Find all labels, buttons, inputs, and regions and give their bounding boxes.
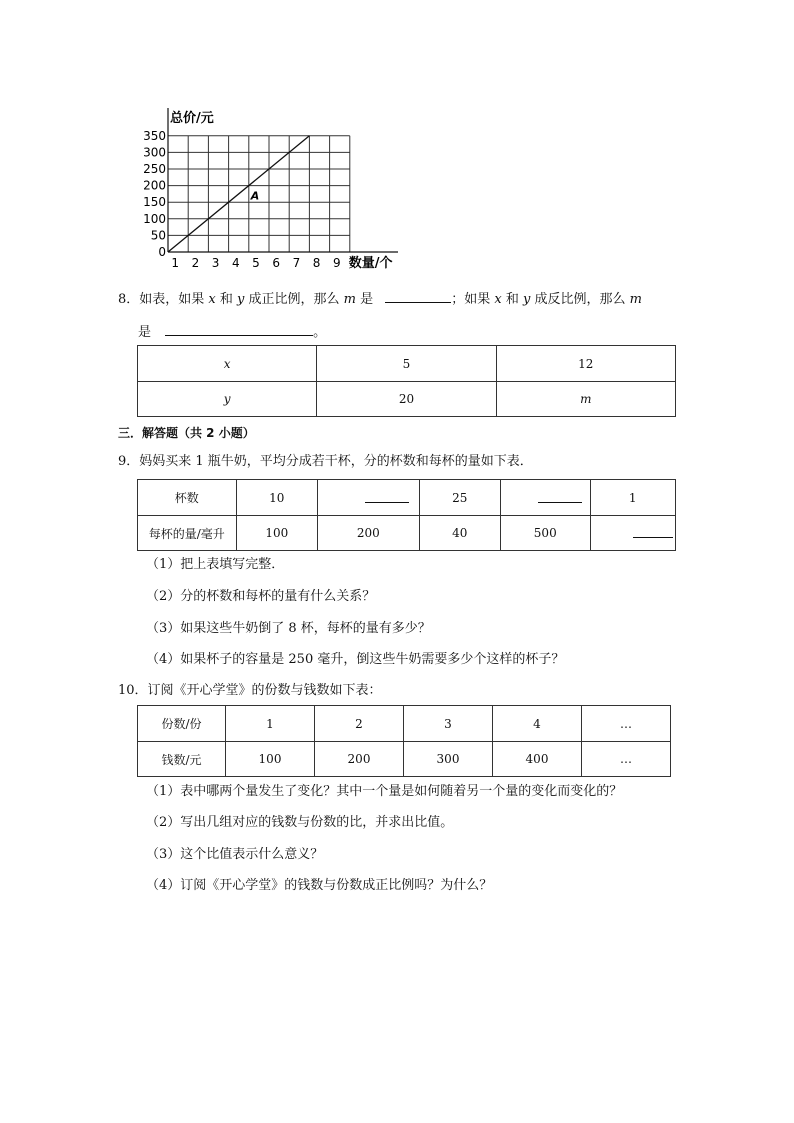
table-cell: 500	[501, 516, 590, 551]
y-tick-label: 250	[143, 162, 166, 176]
var-y: y	[523, 292, 531, 307]
table-cell: 40	[419, 516, 500, 551]
table-cell: 4	[493, 706, 582, 742]
q9-sub-3: （3）如果这些牛奶倒了 8 杯，每杯的量有多少？	[146, 621, 431, 636]
table-cell: 份数/份	[138, 706, 226, 742]
table-cell: 12	[496, 346, 675, 382]
q8-text: 是	[138, 325, 152, 340]
q8-table	[137, 345, 676, 417]
q10-stem: 10．订阅《开心学堂》的份数与钱数如下表：	[118, 683, 382, 698]
table-row	[138, 742, 671, 777]
q8-text: 是	[355, 292, 374, 307]
table-row	[138, 480, 676, 516]
table-cell: m	[496, 382, 675, 417]
y-tick-label: 350	[143, 128, 166, 143]
table-cell: y	[138, 382, 317, 417]
x-tick-label: 3	[211, 256, 220, 270]
table-cell: 3	[404, 706, 493, 742]
y-axis-label: 总价/元	[170, 111, 214, 126]
answer-blank[interactable]	[365, 490, 409, 503]
table-cell: x	[138, 346, 317, 382]
q8-text: ；如果	[451, 292, 495, 307]
x-tick-label: 1	[171, 256, 180, 270]
table-cell: 每杯的量/毫升	[138, 516, 237, 551]
q8-text: 和	[501, 292, 523, 307]
var-m: m	[343, 292, 356, 307]
table-cell: 10	[236, 480, 317, 516]
table-cell[interactable]	[318, 480, 420, 516]
table-cell[interactable]	[501, 480, 590, 516]
y-tick-label: 150	[143, 195, 166, 210]
table-cell: 200	[315, 742, 404, 777]
answer-blank[interactable]	[385, 288, 451, 303]
q8-text: 成正比例，那么	[244, 292, 344, 307]
table-cell: …	[582, 742, 671, 777]
x-tick-label: 5	[252, 256, 260, 270]
var-m: m	[629, 292, 642, 307]
q8-text: 和	[215, 292, 238, 307]
q8-line1	[118, 288, 642, 310]
q9-table	[137, 479, 676, 551]
q10-sub-2: （2）写出几组对应的钱数与份数的比，并求出比值。	[146, 815, 454, 830]
y-tick-label: 300	[143, 145, 166, 160]
y-tick-label: 200	[143, 178, 166, 193]
x-tick-label: 9	[332, 256, 341, 270]
q9-sub-2: （2）分的杯数和每杯的量有什么关系？	[146, 589, 376, 604]
y-tick-label: 50	[150, 228, 166, 243]
table-cell: 400	[493, 742, 582, 777]
q8-text: 成反比例，那么	[530, 292, 630, 307]
table-cell: 200	[318, 516, 420, 551]
table-cell: 1	[590, 480, 676, 516]
series-line	[168, 136, 309, 252]
section-heading: 三．解答题（共 2 小题）	[118, 426, 255, 440]
table-cell: 5	[317, 346, 496, 382]
table-cell: 25	[419, 480, 500, 516]
table-row	[138, 382, 676, 417]
table-cell: …	[582, 706, 671, 742]
table-cell: 20	[317, 382, 496, 417]
q8-line2	[138, 321, 326, 343]
table-row	[138, 516, 676, 551]
var-y: y	[237, 292, 245, 307]
answer-blank[interactable]	[165, 321, 313, 336]
q9-sub-1: （1）把上表填写完整．	[146, 557, 285, 572]
answer-blank[interactable]	[633, 525, 673, 538]
table-cell: 杯数	[138, 480, 237, 516]
q8-text: 8．如表，如果	[118, 292, 209, 307]
table-cell: 钱数/元	[138, 742, 226, 777]
x-tick-label: 2	[191, 256, 200, 270]
q10-table	[137, 705, 671, 777]
table-cell: 1	[226, 706, 315, 742]
table-row	[138, 346, 676, 382]
y-tick-label: 0	[158, 245, 166, 259]
table-cell[interactable]	[590, 516, 676, 551]
table-cell: 2	[315, 706, 404, 742]
var-x: x	[494, 292, 502, 307]
q8-text: 。	[313, 325, 327, 340]
q9-stem: 9．妈妈买来 1 瓶牛奶，平均分成若干杯，分的杯数和每杯的量如下表．	[118, 454, 533, 469]
point-label: A	[250, 189, 260, 203]
table-row	[138, 706, 671, 742]
x-tick-label: 6	[272, 256, 281, 270]
x-tick-label: 4	[231, 256, 240, 270]
y-tick-label: 100	[143, 211, 166, 226]
q10-sub-1: （1）表中哪两个量发生了变化？其中一个量是如何随着另一个量的变化而变化的？	[146, 784, 623, 799]
price-quantity-chart	[130, 100, 430, 275]
table-cell: 300	[404, 742, 493, 777]
q10-sub-3: （3）这个比值表示什么意义？	[146, 847, 324, 862]
var-x: x	[208, 292, 216, 307]
table-cell: 100	[236, 516, 317, 551]
table-cell: 100	[226, 742, 315, 777]
answer-blank[interactable]	[538, 490, 582, 503]
q9-sub-4: （4）如果杯子的容量是 250 毫升，倒这些牛奶需要多少个这样的杯子？	[146, 652, 565, 667]
q10-sub-4: （4）订阅《开心学堂》的钱数与份数成正比例吗？为什么？	[146, 878, 493, 893]
x-tick-label: 8	[312, 256, 321, 270]
x-axis-label: 数量/个	[348, 256, 393, 271]
x-tick-label: 7	[292, 256, 301, 270]
